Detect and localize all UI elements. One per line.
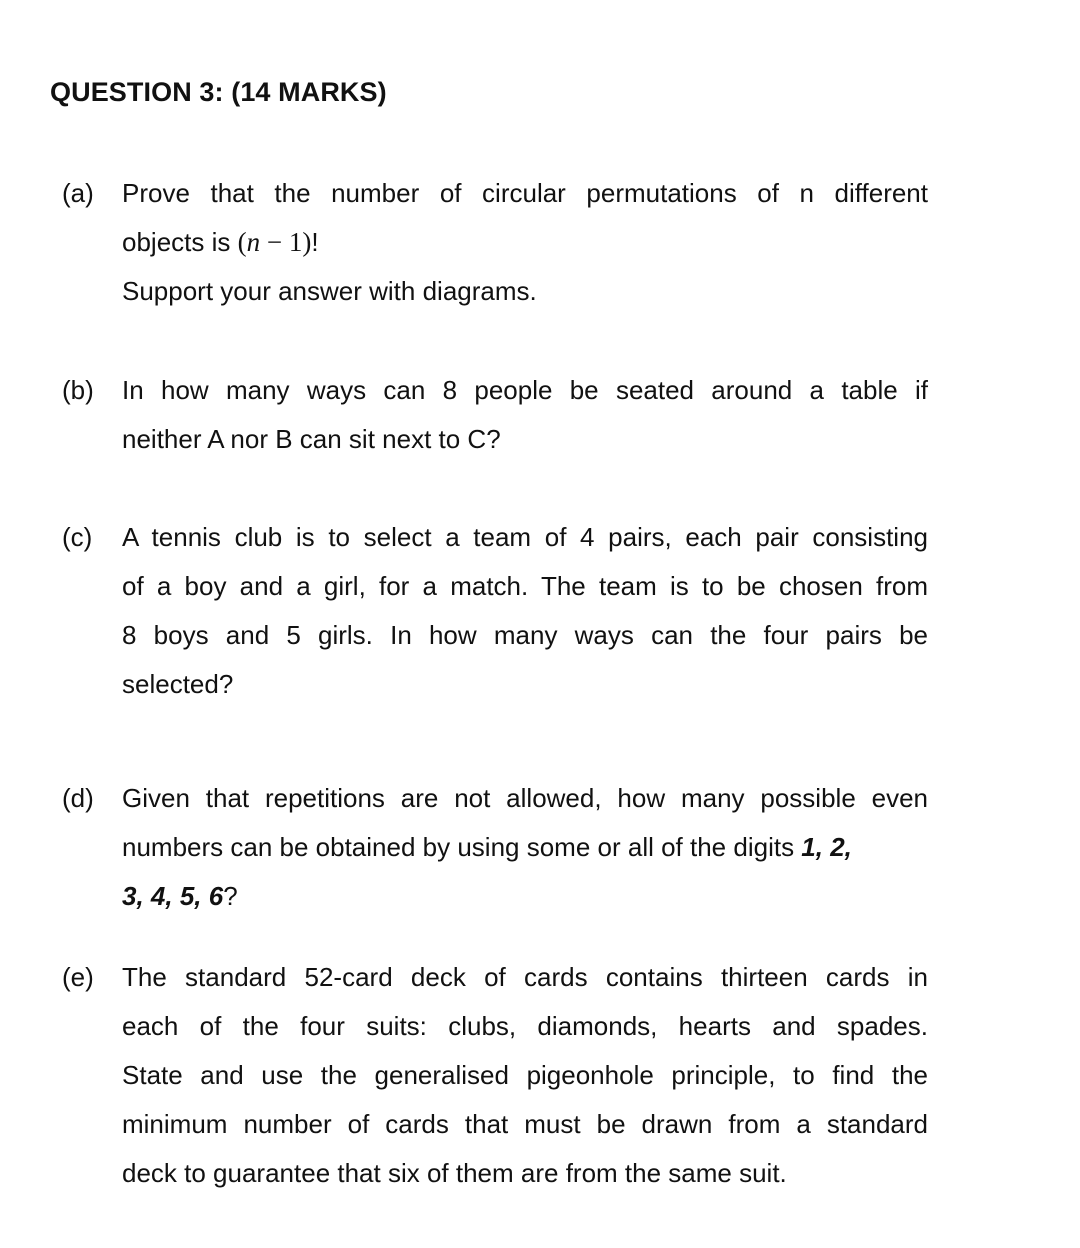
part-d-line-2-prefix: numbers can be obtained by using some or all of the digits <box>122 832 802 862</box>
part-b-label: (b) <box>62 375 94 405</box>
part-d-line-3 <box>122 872 928 921</box>
part-c-line-3: 8 boys and 5 girls. In how many ways can the four pairs be <box>122 620 928 650</box>
part-c-label: (c) <box>62 522 93 552</box>
part-a-text <box>122 169 928 316</box>
digits-first: 1, 2, <box>801 832 852 862</box>
part-b-line-2: neither A nor B can sit next to C? <box>122 424 501 454</box>
part-b-text <box>122 366 928 464</box>
part-e-label: (e) <box>62 962 94 992</box>
part-d-text <box>122 774 928 921</box>
part-d-question-mark: ? <box>223 881 238 911</box>
part-e-line-5: deck to guarantee that six of them are from the same suit. <box>122 1158 787 1188</box>
formula-open: ( <box>237 227 247 257</box>
part-e-text <box>122 953 928 1198</box>
digits-rest: 3, 4, 5, 6 <box>122 881 224 911</box>
part-d-line-1: Given that repetitions are not allowed, how many possible even <box>122 783 928 813</box>
formula-factorial: ! <box>311 227 319 257</box>
part-e-line-2: each of the four suits: clubs, diamonds, hearts and spades. <box>122 1011 928 1041</box>
part-e-line-3: State and use the generalised pigeonhole principle, to find the <box>122 1060 928 1090</box>
formula-variable: n <box>246 227 261 257</box>
part-a-line-1: Prove that the number of circular permutations of n different <box>122 178 928 208</box>
formula-rest: − 1) <box>260 227 312 257</box>
part-e-line-4: minimum number of cards that must be drawn from a standard <box>122 1109 928 1139</box>
part-e-line-1: The standard 52-card deck of cards contains thirteen cards in <box>122 962 928 992</box>
part-c-line-4: selected? <box>122 669 234 699</box>
part-d-line-2 <box>122 823 928 872</box>
part-d-label: (d) <box>62 783 94 813</box>
part-c-line-1: A tennis club is to select a team of 4 pairs, each pair consisting <box>122 522 928 552</box>
part-a-label: (a) <box>62 178 94 208</box>
part-a-line-2 <box>122 218 928 267</box>
part-b-line-1: In how many ways can 8 people be seated around a table if <box>122 375 928 405</box>
part-a-line-2-prefix: objects is <box>122 227 238 257</box>
question-heading: QUESTION 3: (14 MARKS) <box>50 77 387 107</box>
part-c-text <box>122 513 928 709</box>
part-c-line-2: of a boy and a girl, for a match. The team is to be chosen from <box>122 571 928 601</box>
part-a-line-3: Support your answer with diagrams. <box>122 276 537 306</box>
